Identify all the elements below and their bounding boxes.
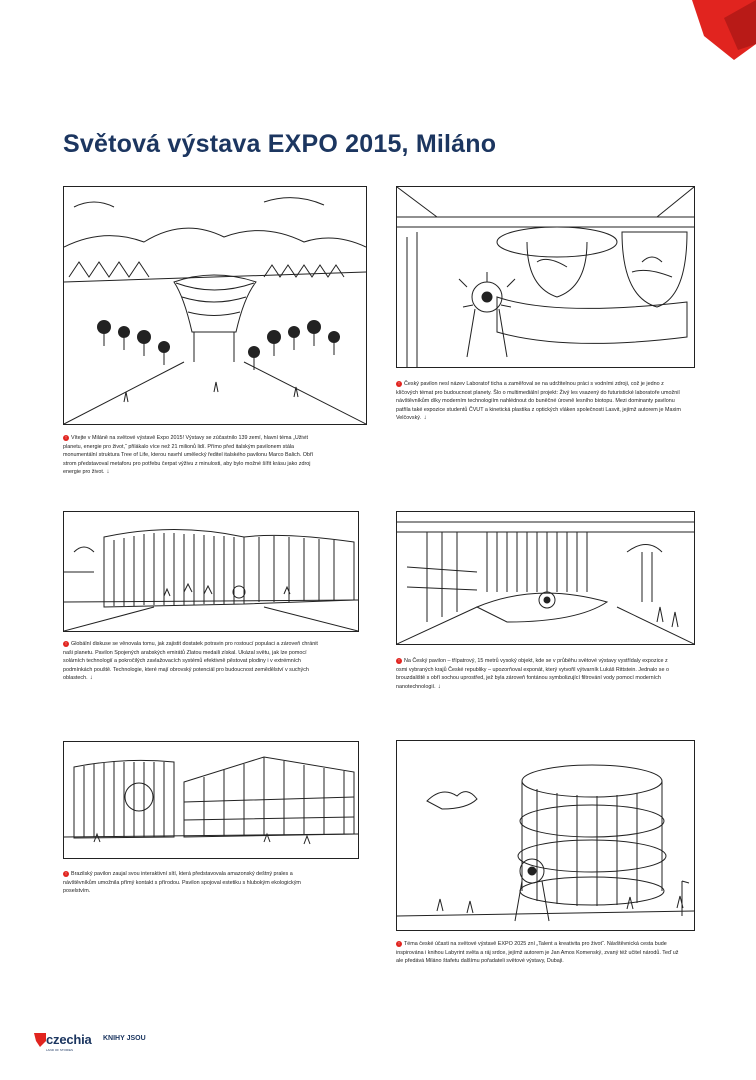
sketch-uae-pavilion <box>63 511 359 632</box>
arrow-icon: ↓ <box>423 415 427 422</box>
caption-6 <box>396 940 680 966</box>
sketch-tree-of-life <box>63 186 367 425</box>
arrow-icon: ↓ <box>106 469 110 476</box>
caption-5 <box>63 870 325 896</box>
caption-2 <box>396 380 686 423</box>
sketch-brazil-pavilion <box>63 741 359 859</box>
caption-4-text: Na Český pavilon – třípatrový, 15 metrů vysoký objekt, kde se v průběhu světové výstavy vystřídaly expozice z osmi vybraných krajů České republiky – upozorňoval exponát, který vytvořil výtvarník Lukáš Rittstein. Jednalo se o brouzdaliště s obří sochou uprostřed, jež byla zároveň fontánou symbolizující filtrování vody pomocí moderních nanotechnologií. <box>396 658 669 690</box>
marker-icon: ↑ <box>64 434 68 441</box>
caption-5-text: Brazilský pavilon zaujal svou interaktivní sítí, která představovala amazonský deštný prales a návštěvníkům umožnila přímý kontakt s přírodou. Pavilon spojoval estetiku s hlubokým ekologickým poselstvím. <box>63 871 301 895</box>
books-logo: KNIHY JSOU <box>103 1035 146 1042</box>
caption-1-text: Vítejte v Miláně na světové výstavě Expo 2015! Výstavy se zúčastnilo 139 zemí, hlavní téma „Uživit planetu, energie pro život,“ přilákalo více než 21 milionů lidí. Přímo před italským pavilonem stála monumentální struktura Tree of Life, kterou navrhl umělecký ředitel italského pavilonu Marco Balich. Obří strom představoval metaforu pro potřebu čerpat výživu z minulosti, aby bylo možné šířit krásu jako zdroj energie pro život. <box>63 435 314 476</box>
caption-1 <box>63 434 323 477</box>
czechia-logo-tagline: LAND OF STORIES <box>46 1048 73 1052</box>
caption-4 <box>396 657 680 691</box>
marker-icon: ↑ <box>397 940 401 947</box>
caption-6-text: Téma české účasti na světové výstavě EXPO 2025 zní „Talent a kreativita pro život“. Návštěvnická cesta bude inspirována i knihou Labyrint světa a ráj srdce, jejímž autorem je Jan Amos Komenský, zvaný též učitel národů. Teď už ale předává Miláno štafetu dalšímu pořadateli světové výstavy, Dubaji. <box>396 941 679 965</box>
marker-icon: ↑ <box>64 870 68 877</box>
marker-icon: ↑ <box>397 380 401 387</box>
caption-3 <box>63 640 325 683</box>
sketch-round-pavilion <box>396 740 695 931</box>
marker-icon: ↑ <box>397 657 401 664</box>
caption-3-text: Globální diskuse se věnovala tomu, jak zajistit dostatek potravin pro rostoucí populaci a zároveň chránit naši planetu. Pavilon Spojených arabských emirátů Zlatou medaili získal. Ukázal světu, jak lze pomocí solárních technologií a pokročilých zavlažovacích systémů efektivně pěstovat plodiny i v extrémních podmínkách pouště. Technologie, které mají obrovský potenciál pro budoucnost zemědělství v suchých oblastech. <box>63 641 318 682</box>
corner-decoration <box>664 0 756 60</box>
sketch-czech-lab <box>396 186 695 368</box>
sketch-czech-pavilion-exterior <box>396 511 695 645</box>
page-title: Světová výstava EXPO 2015, Miláno <box>63 130 497 158</box>
czechia-logo <box>34 1032 92 1052</box>
arrow-icon: ↓ <box>437 683 441 690</box>
caption-2-text: Český pavilon nesl název Laboratoř ticha a zaměřoval se na udržitelnou práci s vodními zdroji, což je jedno z klíčových témat pro budoucnost planety. Šlo o multimediální projekt: Živý les vsazený do futuristické laboratoře umožnil návštěvníkům díky moderním technologiím nahlédnout do buněčné úrovně lesního biotopu. Mezi dominanty pavilonu patřila také expozice studentů ČVUT a kinetická plastika z optických vláken společnosti Lasvit, jejímž autorem je Maxim Velčovský. <box>396 381 681 422</box>
marker-icon: ↑ <box>64 640 68 647</box>
czechia-mark-icon <box>34 1033 46 1047</box>
arrow-icon: ↓ <box>89 675 93 682</box>
czechia-logo-text: czechia <box>46 1032 92 1047</box>
